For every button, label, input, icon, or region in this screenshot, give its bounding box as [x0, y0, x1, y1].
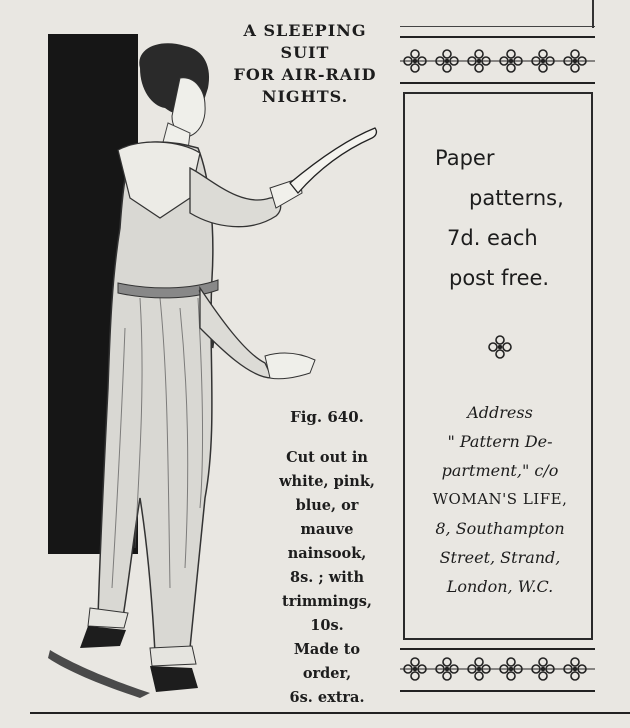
flower-ornament-center [485, 332, 515, 362]
ornament-rule-top-upper [400, 36, 595, 38]
address-line: 8, Southampton [435, 519, 565, 538]
page-bottom-rule [30, 712, 630, 714]
raised-arm [190, 168, 281, 227]
pattern-text-line: post free. [449, 266, 550, 290]
address-block [415, 398, 585, 601]
address-line: partment," c/o [441, 461, 559, 480]
ornament-rule-bottom-upper [400, 648, 595, 650]
description-line: mauve [300, 521, 354, 538]
description-line: order, [302, 665, 352, 682]
top-rule [400, 26, 595, 27]
description-line: Made to [293, 641, 361, 658]
top-right-border [592, 0, 594, 28]
description-line: 10s. [310, 617, 344, 634]
right-foot [150, 666, 198, 692]
heading-line: SUIT [280, 43, 330, 62]
ornament-rule-top-lower [400, 82, 595, 84]
address-line: " Pattern De- [447, 432, 553, 451]
description-line: blue, or [295, 497, 359, 514]
pattern-info-panel [403, 92, 593, 640]
description-line: nainsook, [287, 545, 367, 562]
pattern-text-line: Paper [435, 146, 495, 170]
address-line: Street, Strand, [439, 548, 561, 567]
heading-line: FOR AIR-RAID [233, 65, 377, 84]
floor-shadow [48, 650, 150, 698]
description-line: white, pink, [279, 473, 375, 490]
heading-line: NIGHTS. [261, 87, 349, 106]
description-line: 6s. extra. [289, 689, 365, 706]
flower-ornament-row-top [400, 46, 595, 76]
candle [290, 128, 376, 193]
left-foot [80, 626, 126, 648]
pattern-text-line: 7d. each [447, 226, 538, 250]
right-ankle-ruffle [150, 646, 196, 666]
figure-label: Fig. 640. [290, 408, 364, 426]
heading-line: A SLEEPING [243, 21, 367, 40]
figure-description [256, 446, 398, 710]
flower-ornament-row-bottom [400, 654, 595, 684]
description-line: trimmings, [282, 593, 372, 610]
address-line: Address [467, 403, 533, 422]
address-line: WOMAN'S LIFE, [432, 490, 568, 508]
article-heading [205, 20, 405, 108]
description-line: Cut out in [286, 449, 368, 466]
description-line: 8s. ; with [290, 569, 364, 586]
pattern-text-line: patterns, [469, 186, 564, 210]
ornament-rule-bottom-lower [400, 690, 595, 692]
address-line: London, W.C. [446, 577, 554, 596]
